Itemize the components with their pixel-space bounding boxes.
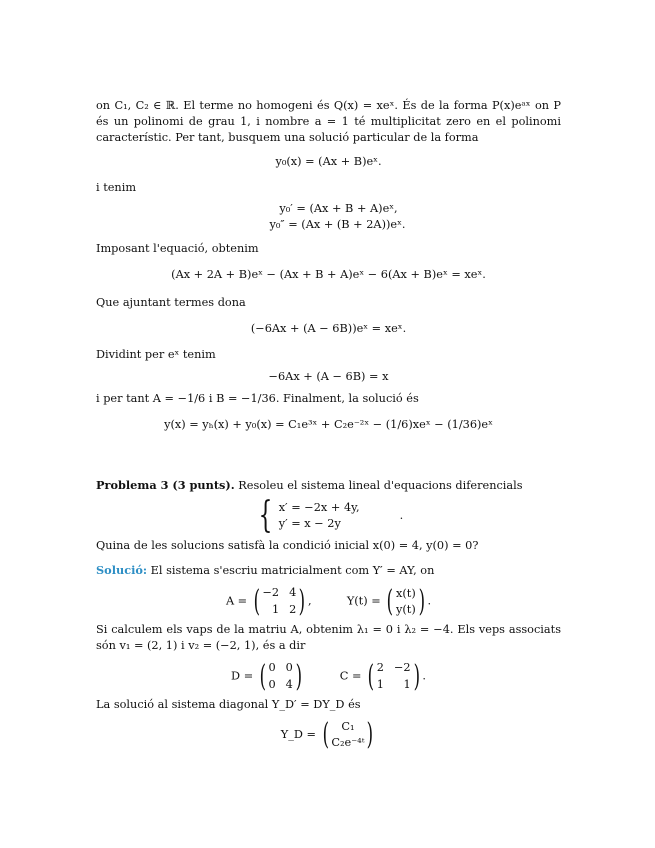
matrix-a-cell: 1: [271, 603, 280, 616]
matrix-d-cell: 0: [268, 661, 276, 674]
solucio-text: El sistema s'escriu matricialment com Y′ = AY, on: [150, 564, 435, 577]
paragraph-vaps: Si calculem els vaps de la matriu A, obtenim λ₁ = 0 i λ₂ = −4. Els veps associats són v₁ = (2, 1) i v₂ = (−2, 1), és a dir: [96, 623, 561, 652]
matrix-d-cell: 0: [268, 678, 276, 691]
matrix-d-label: D =: [231, 669, 254, 683]
matrix-yd: ( C₁ C₂e⁻⁴ᵗ ): [322, 717, 374, 752]
text-imposant: Imposant l'equació, obtenim: [96, 242, 259, 255]
text-diagonal-system: La solució al sistema diagonal Y_D′ = DY_D és: [96, 698, 361, 711]
coef-b: B = −1/36: [216, 392, 276, 405]
matrix-y-cell: x(t): [396, 586, 416, 600]
equation-final-solution: y(x) = yₕ(x) + y₀(x) = C₁e³ˣ + C₂e⁻²ˣ − (1/6)xeˣ − (1/36)eˣ: [164, 418, 493, 431]
matrix-yd-label: Y_D =: [280, 728, 317, 741]
left-brace: {: [258, 495, 273, 536]
system-block: [254, 495, 404, 536]
matrix-yd-cell: C₁: [341, 720, 355, 733]
matrix-a-cell: −2: [262, 586, 280, 599]
problem-statement: [96, 477, 561, 494]
system-lines: [279, 500, 360, 532]
matrix-c-cell: −2: [393, 661, 411, 674]
text-i-tenim: i tenim: [96, 181, 137, 194]
matrix-a: ( −2 4 1 2 ): [253, 583, 306, 619]
paragraph-per-tant: [96, 391, 561, 407]
equation-y0-second: y₀″ = (Ax + (B + 2A))eˣ.: [269, 218, 406, 231]
matrix-d: ( 0 0 0 4 ): [259, 658, 302, 694]
matrix-c-label: C =: [339, 669, 362, 683]
matrix-c-cell: 1: [403, 678, 411, 691]
matrix-a-cell: 2: [289, 603, 297, 616]
matrix-d-cell: 0: [285, 661, 293, 674]
matrix-a-cell: 4: [289, 586, 297, 599]
matrix-d-cell: 4: [285, 678, 293, 691]
matrix-y: ( x(t) y(t) ): [386, 583, 425, 619]
text-dividint: Dividint per eˣ tenim: [96, 348, 216, 361]
system-eq-2: y′ = x − 2y: [278, 517, 341, 530]
text-quina: Quina de les solucions satisfà la condició inicial x(0) = 4, y(0) = 0?: [96, 539, 479, 552]
equation-yd: [96, 719, 561, 751]
text-ajuntant: Que ajuntant termes dona: [96, 296, 246, 309]
paragraph-solucio: [96, 562, 561, 579]
problem-title: Problema 3 (3 punts).: [96, 478, 235, 492]
equation-y0: y₀(x) = (Ax + B)eˣ.: [275, 155, 382, 168]
text-conj-i: i: [208, 392, 213, 405]
equation-imposant: (Ax + 2A + B)eˣ − (Ax + B + A)eˣ − 6(Ax + B)eˣ = xeˣ.: [171, 268, 486, 281]
paragraph-intro: on C₁, C₂ ∈ ℝ. El terme no homogeni és Q(x) = xeˣ. És de la forma P(x)eᵃˣ on P és un polinomi de grau 1, i nombre a = 1 té multiplicitat zero en el polinomi característic. Per tant, busquem una solució particular de la forma: [96, 99, 561, 144]
page-content: [96, 98, 561, 751]
problem-text: Resoleu el sistema lineal d'equacions diferencials: [238, 479, 523, 492]
coef-a: A = −1/6: [152, 392, 206, 405]
matrix-a-label: A =: [225, 594, 248, 608]
solucio-label: Solució:: [96, 563, 148, 577]
matrix-c-cell: 2: [376, 661, 384, 674]
matrix-y-cell: y(t): [396, 602, 416, 616]
matrix-c-cell: 1: [376, 678, 384, 691]
equation-dividint: −6Ax + (A − 6B) = x: [268, 370, 389, 383]
text-per-tant-pre: i per tant: [96, 392, 150, 405]
matrix-yd-cell: C₂e⁻⁴ᵗ: [331, 736, 365, 749]
equation-matrices-A-Y: A = ( −2 4 1 2 ) , Y(t) = ( x(t) y(t) ) .: [225, 583, 432, 619]
equation-ajuntant: (−6Ax + (A − 6B))eˣ = xeˣ.: [250, 322, 407, 335]
equation-system: [96, 495, 561, 536]
system-eq-1: x′ = −2x + 4y,: [278, 501, 360, 514]
equation-matrices-D-C: D = ( 0 0 0 4 ) C = ( 2 −2 1 1 ) .: [231, 658, 426, 694]
text-per-tant-post: . Finalment, la solució és: [275, 392, 419, 405]
matrix-c: ( 2 −2 1 1 ): [367, 658, 420, 694]
equation-y0-prime: y₀′ = (Ax + B + A)eˣ,: [279, 202, 398, 215]
system-end-dot: .: [399, 509, 404, 522]
matrix-y-label: Y(t) =: [346, 594, 381, 608]
